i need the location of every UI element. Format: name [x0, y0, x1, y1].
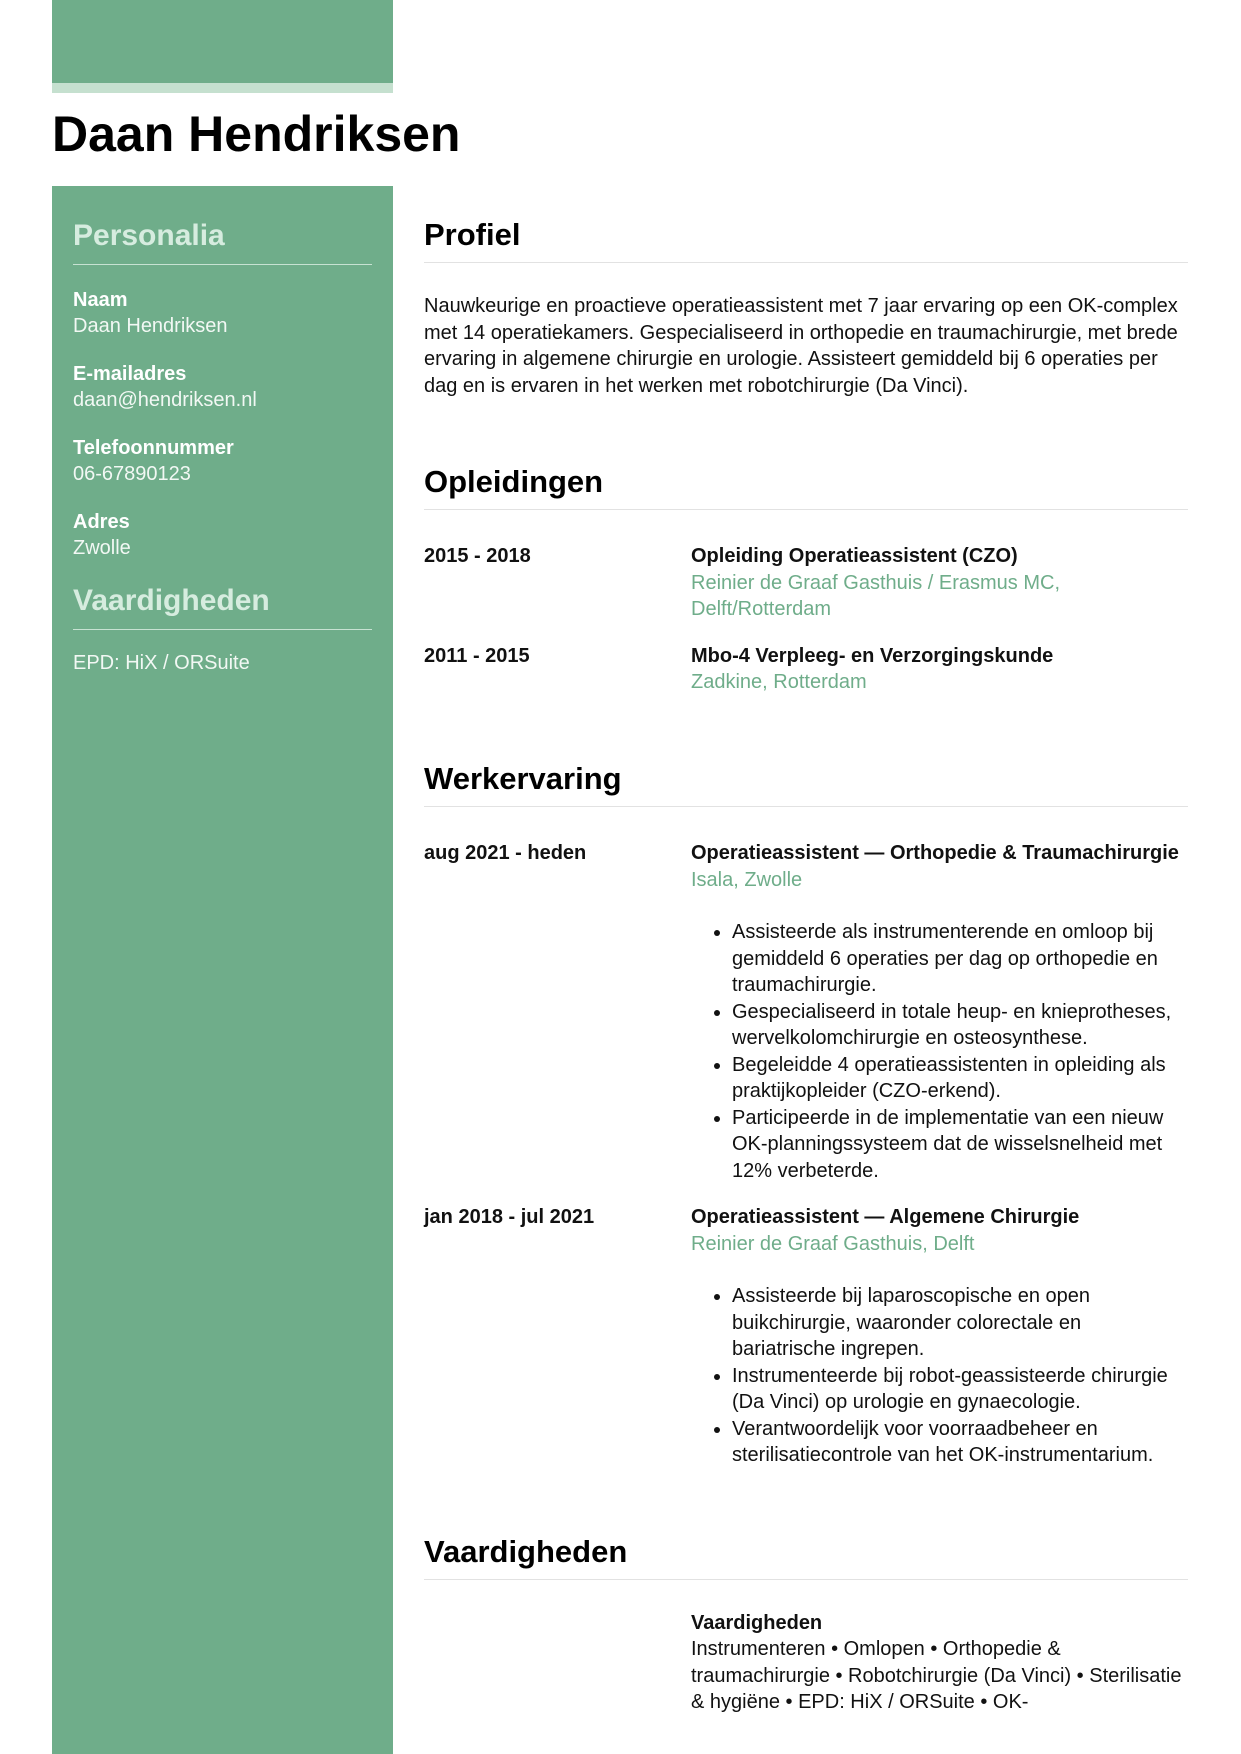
personalia-item	[73, 435, 372, 487]
list-item: • Assisteerde als instrumenterende en omloop bij gemiddeld 6 operaties per dag op orthopedie en traumachirurgie.	[732, 919, 1188, 999]
experience-heading: Werkervaring	[424, 730, 1188, 807]
list-item: • Participeerde in de implementatie van een nieuw OK-planningssysteem dat de wisselsnelheid met 12% verbeterde.	[732, 1105, 1188, 1185]
experience-section	[424, 730, 1188, 1469]
main-content	[424, 186, 1188, 1750]
experience-entry	[424, 1204, 1188, 1469]
skills-section	[424, 1503, 1188, 1716]
entry-dates: aug 2021 - heden	[424, 842, 587, 865]
list-item: • Verantwoordelijk voor voorraadbeheer en sterilisatiecontrole van het OK-instrumentarium.	[732, 1416, 1188, 1469]
entry-bullet-list	[691, 1283, 1188, 1469]
entry-organization: Zadkine, Rotterdam	[691, 671, 867, 694]
entry-dates: 2011 - 2015	[424, 644, 530, 667]
list-item: • Begeleidde 4 operatieassistenten in opleiding als praktijkopleider (CZO-erkend).	[732, 1052, 1188, 1105]
education-section	[424, 433, 1188, 696]
personalia-item	[73, 287, 372, 339]
education-entry	[424, 643, 1188, 696]
sidebar-skill-item: EPD: HiX / ORSuite	[73, 652, 250, 674]
profile-heading: Profiel	[424, 186, 1188, 263]
header-accent-band	[52, 0, 393, 83]
list-item: • Instrumenteerde bij robot-geassisteerde chirurgie (Da Vinci) op urologie en gynaecologie.	[732, 1363, 1188, 1416]
personalia-label: Naam	[73, 289, 128, 311]
education-heading: Opleidingen	[424, 433, 1188, 510]
entry-title: Operatieassistent — Orthopedie & Traumachirurgie	[691, 842, 1179, 865]
sidebar-skills-heading: Vaardigheden	[73, 583, 372, 630]
profile-section	[424, 186, 1188, 399]
personalia-label: E-mailadres	[73, 363, 187, 385]
personalia-item	[73, 509, 372, 561]
personalia-label: Telefoonnummer	[73, 437, 234, 459]
profile-text: Nauwkeurige en proactieve operatieassistent met 7 jaar ervaring op een OK-complex met 14 operatiekamers. Gespecialiseerd in orthopedie en traumachirurgie, met brede ervaring in algemene chirurgie en urologie. Assisteert gemiddeld bij 6 operaties per dag en is ervaren in het werken met robotchirurgie (Da Vinci).	[424, 295, 1178, 397]
personalia-list	[73, 287, 372, 561]
entry-bullet-list	[691, 919, 1188, 1184]
list-item: • Gespecialiseerd in totale heup- en knieprotheses, wervelkolomchirurgie en osteosynthese.	[732, 999, 1188, 1052]
personalia-heading: Personalia	[73, 218, 372, 265]
personalia-value: 06-67890123	[73, 463, 191, 485]
list-item: • Assisteerde bij laparoscopische en open buikchirurgie, waaronder colorectale en bariatrische ingrepen.	[732, 1283, 1188, 1363]
entry-organization: Reinier de Graaf Gasthuis / Erasmus MC, Delft/Rotterdam	[691, 571, 1061, 621]
personalia-value: Daan Hendriksen	[73, 315, 228, 337]
skills-subheading: Vaardigheden	[691, 1611, 823, 1634]
experience-entry	[424, 840, 1188, 1184]
entry-title: Opleiding Operatieassistent (CZO)	[691, 545, 1018, 568]
entry-organization: Isala, Zwolle	[691, 868, 803, 891]
skills-text: Instrumenteren • Omlopen • Orthopedie & traumachirurgie • Robotchirurgie (Da Vinci) • Sterilisatie & hygiëne • EPD: HiX / ORSuite • OK-	[691, 1638, 1182, 1714]
education-entry	[424, 543, 1188, 623]
entry-dates: jan 2018 - jul 2021	[424, 1206, 595, 1229]
candidate-name: Daan Hendriksen	[52, 106, 461, 162]
personalia-label: Adres	[73, 511, 130, 533]
personalia-value: Zwolle	[73, 537, 131, 559]
personalia-value: daan@hendriksen.nl	[73, 389, 257, 411]
personalia-item	[73, 361, 372, 413]
header-accent-stripe	[52, 83, 393, 93]
entry-dates: 2015 - 2018	[424, 545, 531, 568]
skills-heading: Vaardigheden	[424, 1503, 1188, 1580]
entry-title: Operatieassistent — Algemene Chirurgie	[691, 1206, 1080, 1229]
entry-organization: Reinier de Graaf Gasthuis, Delft	[691, 1232, 975, 1255]
sidebar	[52, 186, 393, 1754]
entry-title: Mbo-4 Verpleeg- en Verzorgingskunde	[691, 644, 1054, 667]
